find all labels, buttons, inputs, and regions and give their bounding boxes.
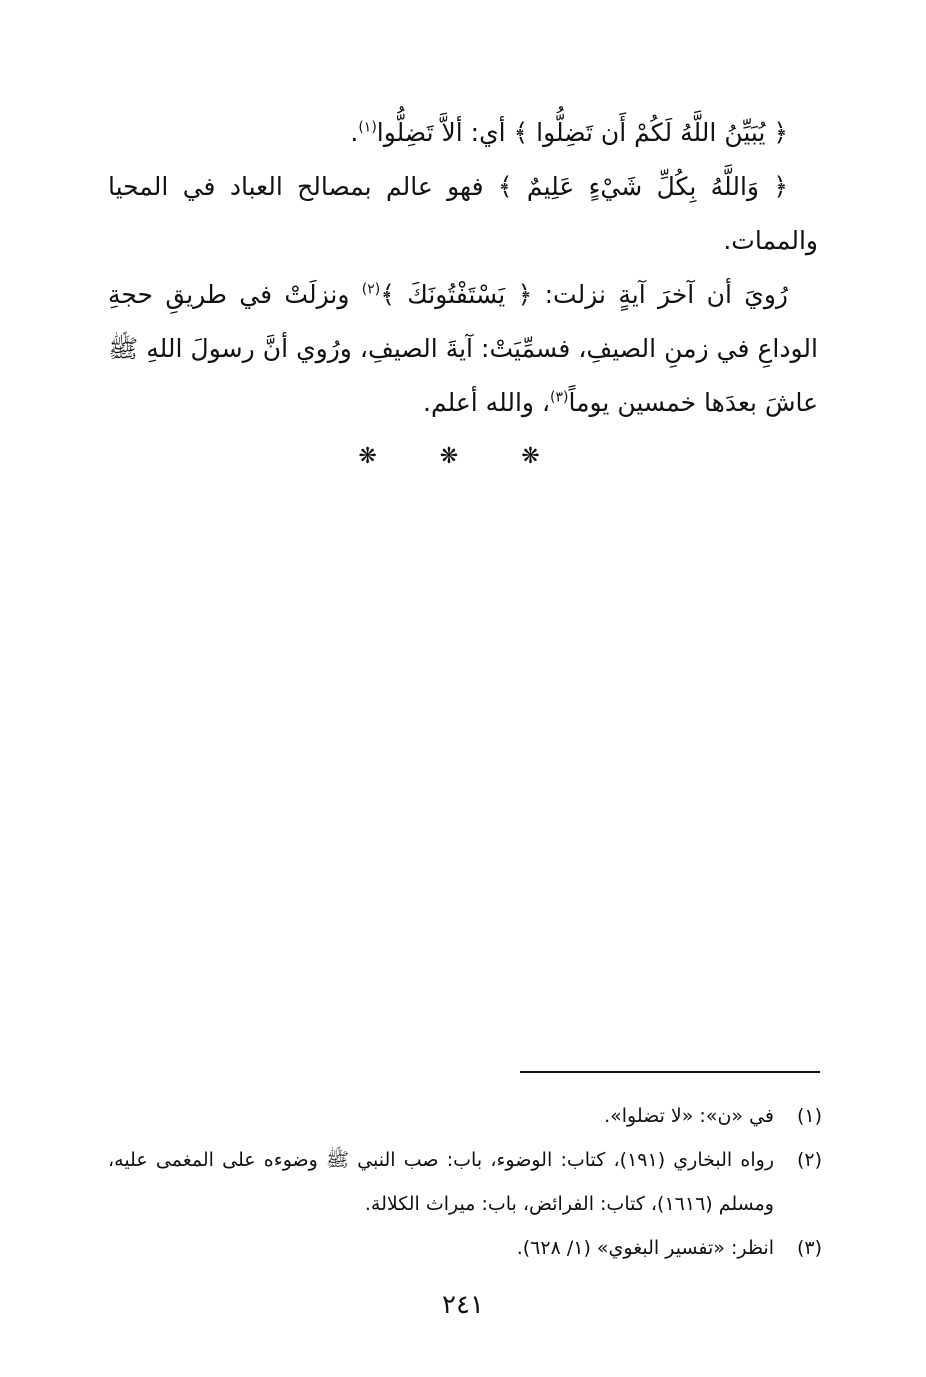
- paragraph-text: فهو عالم بمصالح العباد في المحيا والممات.: [108, 172, 818, 255]
- footnote-item: [108, 1094, 822, 1138]
- footnote-ref: (٣): [550, 389, 569, 406]
- paragraph-text: أي: ألاَّ تَضِلُّوا: [376, 118, 514, 147]
- quran-verse: ﴿ يُبَيِّنُ اللَّهُ لَكُمْ أَن تَضِلُّوا ﴾: [513, 118, 788, 147]
- paragraph-2: [108, 160, 818, 268]
- footnote-rule: [520, 1071, 820, 1073]
- footnote-number: (٢): [796, 1149, 822, 1171]
- footnote-text: انظر: «تفسير البغوي» (١/ ٦٢٨).: [516, 1237, 774, 1259]
- footnote-text: في «ن»: «لا تضلوا».: [604, 1105, 774, 1127]
- section-separator: ❋ ❋ ❋: [358, 444, 568, 469]
- footnote-item: [108, 1226, 822, 1270]
- paragraph-3: [108, 268, 818, 430]
- footnote-number: (١): [796, 1105, 822, 1127]
- footnote-ref: (٢): [361, 281, 381, 298]
- paragraph-text: ونزلَتْ في طريقِ حجةِ الوداعِ في زمنِ الصيفِ، فسمِّيَتْ: آيةَ الصيفِ، ورُوي أنَّ رسولَ اللهِ ﷺ عاشَ بعدَها خمسين يوماً: [108, 280, 818, 417]
- paragraph-end: .: [350, 118, 359, 147]
- footnote-item: [108, 1138, 822, 1226]
- footnote-ref: (١): [358, 119, 377, 136]
- paragraph-text: رُويَ أن آخرَ آيةٍ نزلت:: [532, 280, 788, 309]
- paragraph-text: ، والله أعلم.: [423, 388, 551, 417]
- footnote-number: (٣): [796, 1237, 822, 1259]
- footnotes: [108, 1094, 822, 1270]
- paragraph-1: [108, 106, 818, 160]
- main-text: [108, 106, 818, 430]
- page-number: ٢٤١: [442, 1290, 484, 1320]
- quran-verse: ﴿ وَاللَّهُ بِكُلِّ شَيْءٍ عَلِيمٌ ﴾: [497, 172, 788, 201]
- footnote-text: رواه البخاري (١٩١)، كتاب: الوضوء، باب: صب النبي ﷺ وضوءه على المغمى عليه، ومسلم (١٦١٦)، كتاب: الفرائض، باب: ميراث الكلالة.: [108, 1149, 775, 1215]
- quran-verse: ﴿ يَسْتَفْتُونَكَ ﴾: [380, 280, 533, 309]
